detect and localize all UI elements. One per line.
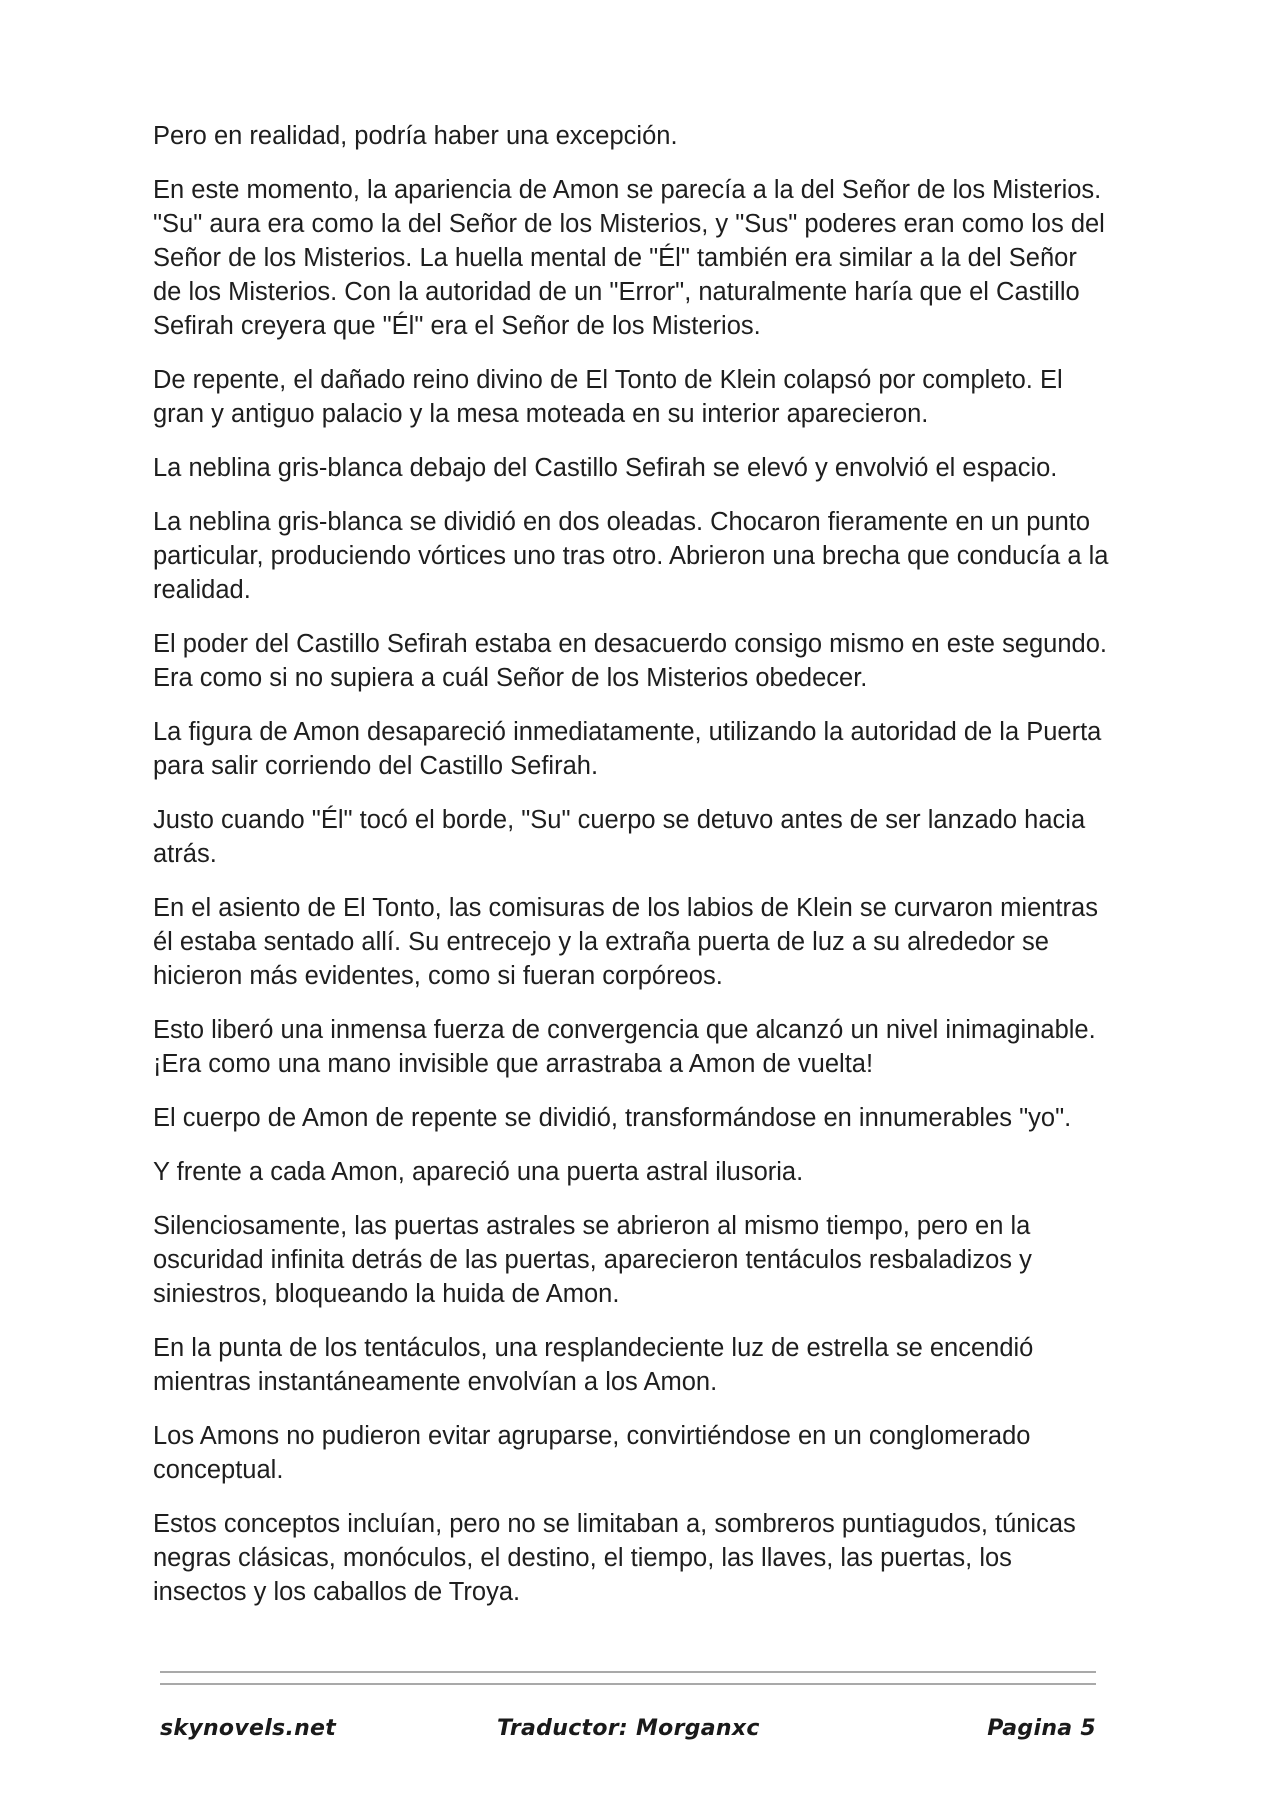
paragraph: Pero en realidad, podría haber una excepción.	[153, 122, 678, 150]
paragraph: Silenciosamente, las puertas astrales se abrieron al mismo tiempo, pero en la oscuridad infinita detrás de las puertas, aparecieron tentáculos resbaladizos y siniestros, bloqueando la huida de Amon.	[153, 1212, 1032, 1308]
paragraph: En la punta de los tentáculos, una resplandeciente luz de estrella se encendió mientras instantáneamente envolvían a los Amon.	[153, 1334, 1034, 1396]
footer-site: skynovels.net	[160, 1716, 337, 1741]
body-text	[153, 119, 1111, 1629]
paragraph: Justo cuando "Él" tocó el borde, "Su" cuerpo se detuvo antes de ser lanzado hacia atrás.	[153, 806, 1086, 868]
paragraph: La neblina gris-blanca se dividió en dos oleadas. Chocaron fieramente en un punto particular, produciendo vórtices uno tras otro. Abrieron una brecha que conducía a la realidad.	[153, 508, 1109, 604]
paragraph: La figura de Amon desapareció inmediatamente, utilizando la autoridad de la Puerta para salir corriendo del Castillo Sefirah.	[153, 718, 1102, 780]
footer-page-number: Pagina 5	[987, 1716, 1096, 1741]
paragraph: En este momento, la apariencia de Amon se parecía a la del Señor de los Misterios. "Su" aura era como la del Señor de los Misterios, y "Sus" poderes eran como los del Señor de los Misterios. La huella mental de "Él" también era similar a la del Señor de los Misterios. Con la autoridad de un "Error", naturalmente haría que el Castillo Sefirah creyera que "Él" era el Señor de los Misterios.	[153, 176, 1105, 340]
paragraph: En el asiento de El Tonto, las comisuras de los labios de Klein se curvaron mientras él estaba sentado allí. Su entrecejo y la extraña puerta de luz a su alrededor se hicieron más evidentes, como si fueran corpóreos.	[153, 894, 1098, 990]
paragraph: El poder del Castillo Sefirah estaba en desacuerdo consigo mismo en este segundo. Era como si no supiera a cuál Señor de los Misterios obedecer.	[153, 630, 1107, 692]
footer-divider-bottom	[160, 1683, 1096, 1685]
footer-translator: Traductor: Morganxc	[497, 1716, 760, 1741]
paragraph: Los Amons no pudieron evitar agruparse, convirtiéndose en un conglomerado conceptual.	[153, 1422, 1031, 1484]
paragraph: La neblina gris-blanca debajo del Castillo Sefirah se elevó y envolvió el espacio.	[153, 454, 1058, 482]
paragraph: Esto liberó una inmensa fuerza de convergencia que alcanzó un nivel inimaginable. ¡Era como una mano invisible que arrastraba a Amon de vuelta!	[153, 1016, 1096, 1078]
footer-divider-top	[160, 1671, 1096, 1673]
paragraph: El cuerpo de Amon de repente se dividió, transformándose en innumerables "yo".	[153, 1104, 1072, 1132]
paragraph: De repente, el dañado reino divino de El Tonto de Klein colapsó por completo. El gran y antiguo palacio y la mesa moteada en su interior aparecieron.	[153, 366, 1063, 428]
paragraph: Y frente a cada Amon, apareció una puerta astral ilusoria.	[153, 1158, 804, 1186]
paragraph: Estos conceptos incluían, pero no se limitaban a, sombreros puntiagudos, túnicas negras clásicas, monóculos, el destino, el tiempo, las llaves, las puertas, los insectos y los caballos de Troya.	[153, 1510, 1076, 1606]
